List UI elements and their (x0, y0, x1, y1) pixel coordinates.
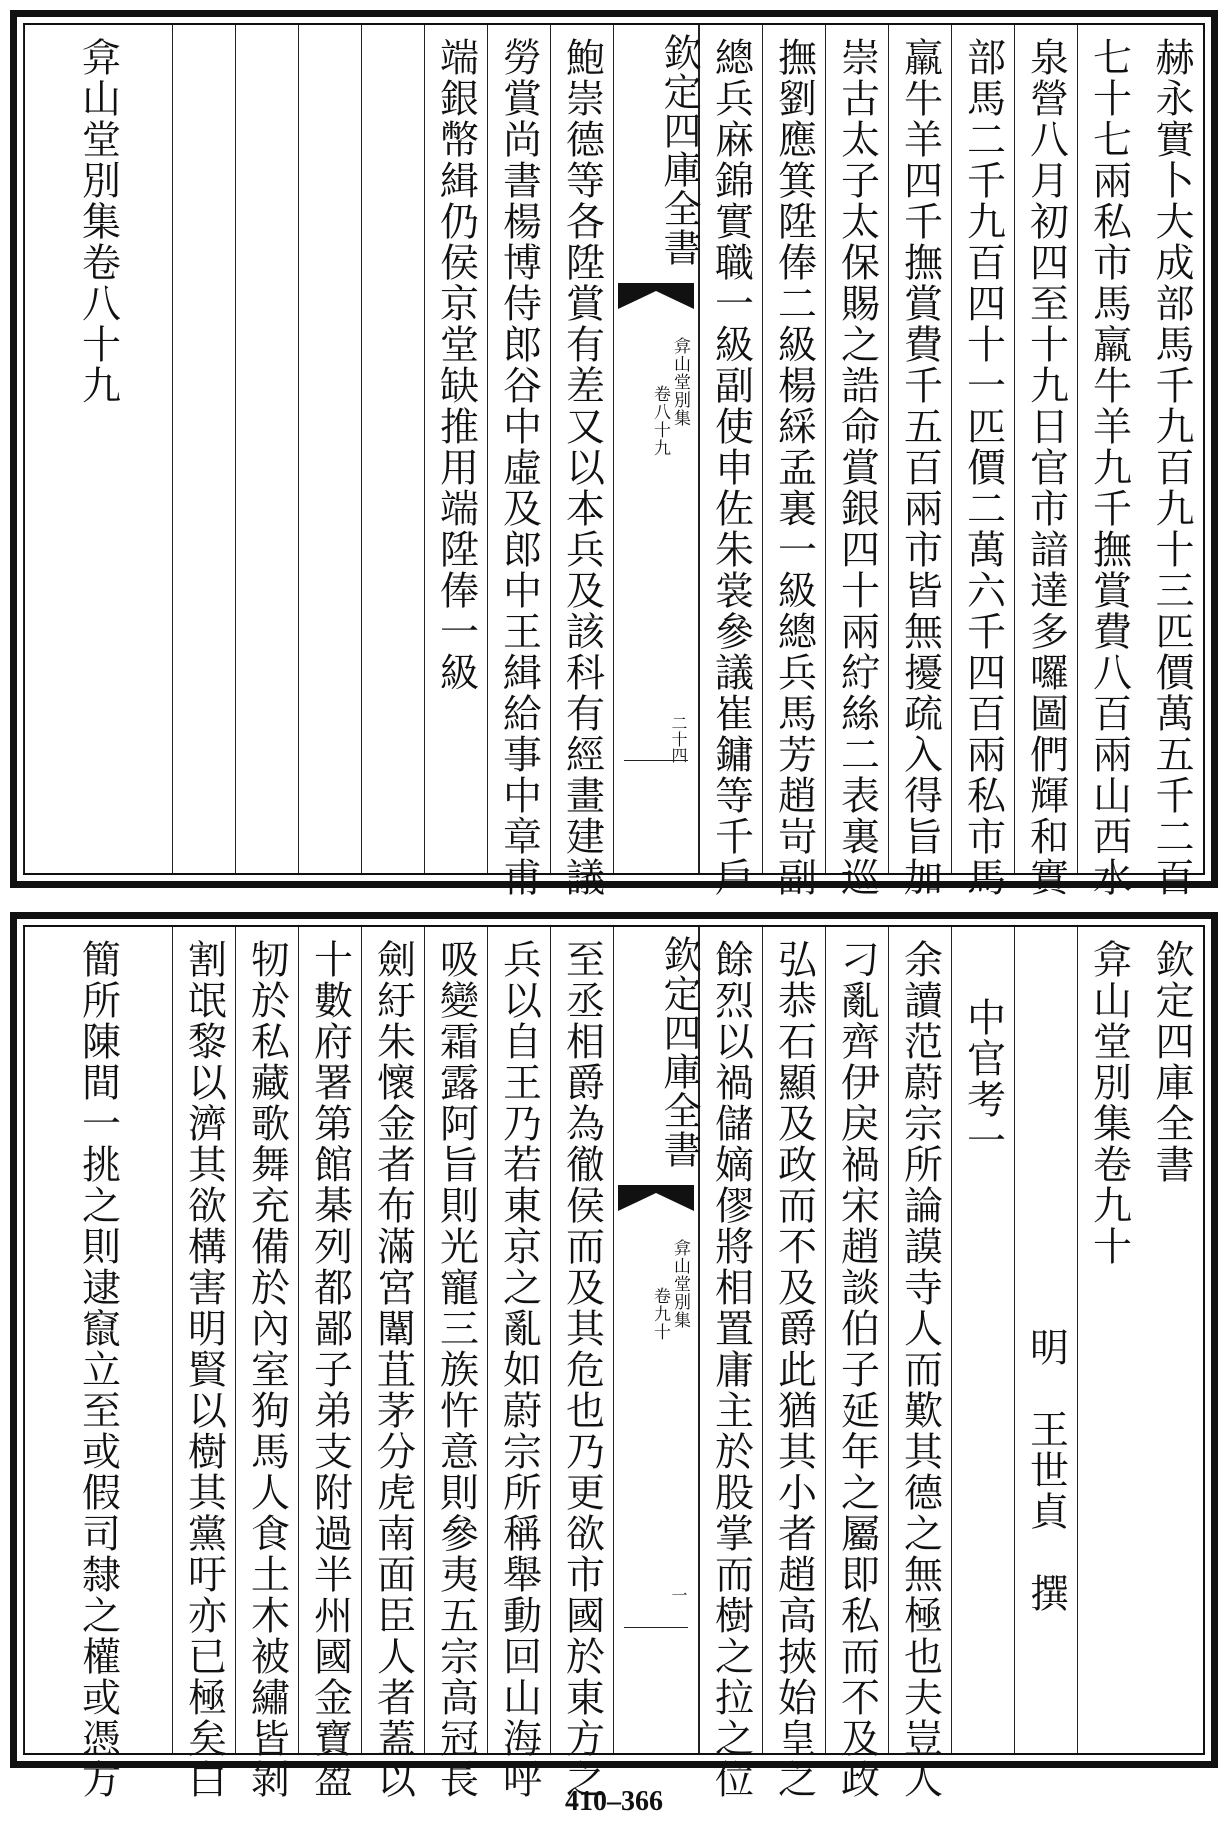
author-line: 明 王世貞 撰 (1023, 1327, 1069, 1614)
top-page-frame (23, 23, 1205, 898)
column-text: 部馬二千九百四十一匹價二萬六千四百兩私市馬 (960, 37, 1006, 898)
column-text: 崇古太子太保賜之誥命賞銀四十兩紵絲二表裏巡 (834, 37, 880, 898)
center-fold (613, 25, 699, 873)
text-column (235, 25, 298, 873)
column-text: 刁亂齊伊戾禍宋趙談伯子延年之屬即私而不及政 (834, 939, 880, 1800)
text-column (361, 25, 424, 873)
fish-tail-mark (618, 1185, 694, 1211)
text-column (699, 927, 762, 1800)
text-column (298, 25, 361, 873)
library-heading: 欽定四庫全書 (1149, 939, 1194, 1185)
text-column (172, 25, 235, 873)
text-column (550, 25, 613, 898)
top-page (10, 10, 1218, 898)
column-text: 劍紆朱懷金者布滿宮闈苴茅分虎南面臣人者蓋以 (370, 939, 416, 1800)
text-column (825, 25, 888, 898)
volume-end-title: 弇山堂別集卷八十九 (75, 37, 121, 406)
text-column (888, 25, 951, 898)
column-text: 吸變霜露阿旨則光寵三族忤意則參夷五宗高冠長 (433, 939, 479, 1800)
text-column (235, 927, 298, 1800)
book-title: 弇山堂別集 (670, 337, 690, 427)
text-column (1014, 927, 1077, 1753)
column-text: 撫劉應箕陞俸二級楊綵孟裏一級總兵馬芳趙岢副 (771, 37, 817, 898)
column-text: 十數府署第館棊列都鄙子弟支附過半州國金寶盈 (307, 939, 353, 1800)
library-title: 欽定四庫全書 (657, 33, 701, 267)
fold-rule (624, 760, 688, 761)
page-number: 一 (669, 1587, 688, 1603)
column-text: 余讀范蔚宗所論謨寺人而歎其德之無極也夫豈人 (897, 939, 943, 1800)
column-text: 總兵麻錦實職一級副使申佐朱裳參議崔鏞等千戶 (708, 37, 754, 898)
page-reference: 410–366 (565, 1786, 663, 1817)
column-text: 鮑崇德等各陞賞有差又以本兵及該科有經畫建議 (559, 37, 605, 898)
text-column (424, 927, 487, 1800)
text-column (424, 25, 487, 873)
text-column (888, 927, 951, 1800)
column-text: 牣於私藏歌舞充備於內室狗馬人食土木被繡皆剝 (244, 939, 290, 1800)
library-title: 欽定四庫全書 (657, 935, 701, 1169)
book-title: 弇山堂別集 (670, 1239, 690, 1329)
fold-rule (624, 1627, 688, 1628)
bottom-page-frame (23, 925, 1205, 1800)
column-text: 弘恭石顯及政而不及爵此猶其小者趙高挾始皇之 (771, 939, 817, 1800)
column-text: 兵以自王乃若東京之亂如蔚宗所稱舉動回山海呼 (496, 939, 542, 1800)
column-text: 端銀幣緝仍侯京堂缺推用端陞俸一級 (433, 37, 479, 693)
text-column (951, 927, 1014, 1753)
page-number: 二十四 (669, 715, 688, 763)
text-column (1140, 927, 1203, 1753)
text-column (825, 927, 888, 1800)
text-column (1140, 25, 1203, 898)
text-column (487, 25, 550, 898)
fish-tail-mark (618, 283, 694, 309)
text-column (762, 25, 825, 898)
column-text: 泉營八月初四至十九日官市諳達多囉圖們輝和實 (1023, 37, 1069, 898)
column-text: 簡所陳間一挑之則逮竄立至或假司隸之權或憑方 (75, 939, 121, 1800)
column-text: 餘烈以禍儲嫡僇將相置庸主於股掌而樹之拉之位 (708, 939, 754, 1800)
volume-label: 卷八十九 (650, 385, 670, 457)
text-column (23, 927, 172, 1800)
text-column (1077, 25, 1140, 898)
column-text: 至丞相爵為徹侯而及其危也乃更欲市國於東方之 (559, 939, 605, 1800)
text-column (23, 25, 172, 873)
volume-label: 卷九十 (650, 1287, 670, 1341)
text-column (1014, 25, 1077, 898)
text-column (298, 927, 361, 1800)
column-text: 七十七兩私市馬羸牛羊九千撫賞費八百兩山西水 (1086, 37, 1132, 898)
column-text: 勞賞尚書楊博侍郎谷中虛及郎中王緝給事中章甫 (496, 37, 542, 898)
bottom-page (10, 912, 1218, 1800)
column-text: 赫永實卜大成部馬千九百九十三匹價萬五千二百 (1149, 37, 1194, 898)
text-column (172, 927, 235, 1800)
text-column (951, 25, 1014, 898)
chapter-title: 中官考一 (960, 997, 1006, 1161)
text-column (1077, 927, 1140, 1753)
text-column (487, 927, 550, 1800)
column-text: 割氓黎以濟其欲構害明賢以樹其黨吁亦已極矣白 (181, 939, 227, 1800)
text-column (361, 927, 424, 1800)
text-column (762, 927, 825, 1800)
text-column (699, 25, 762, 898)
center-fold (613, 927, 699, 1753)
text-column (550, 927, 613, 1800)
volume-heading: 弇山堂別集卷九十 (1086, 939, 1132, 1267)
column-text: 羸牛羊四千撫賞費千五百兩市皆無擾疏入得旨加 (897, 37, 943, 898)
